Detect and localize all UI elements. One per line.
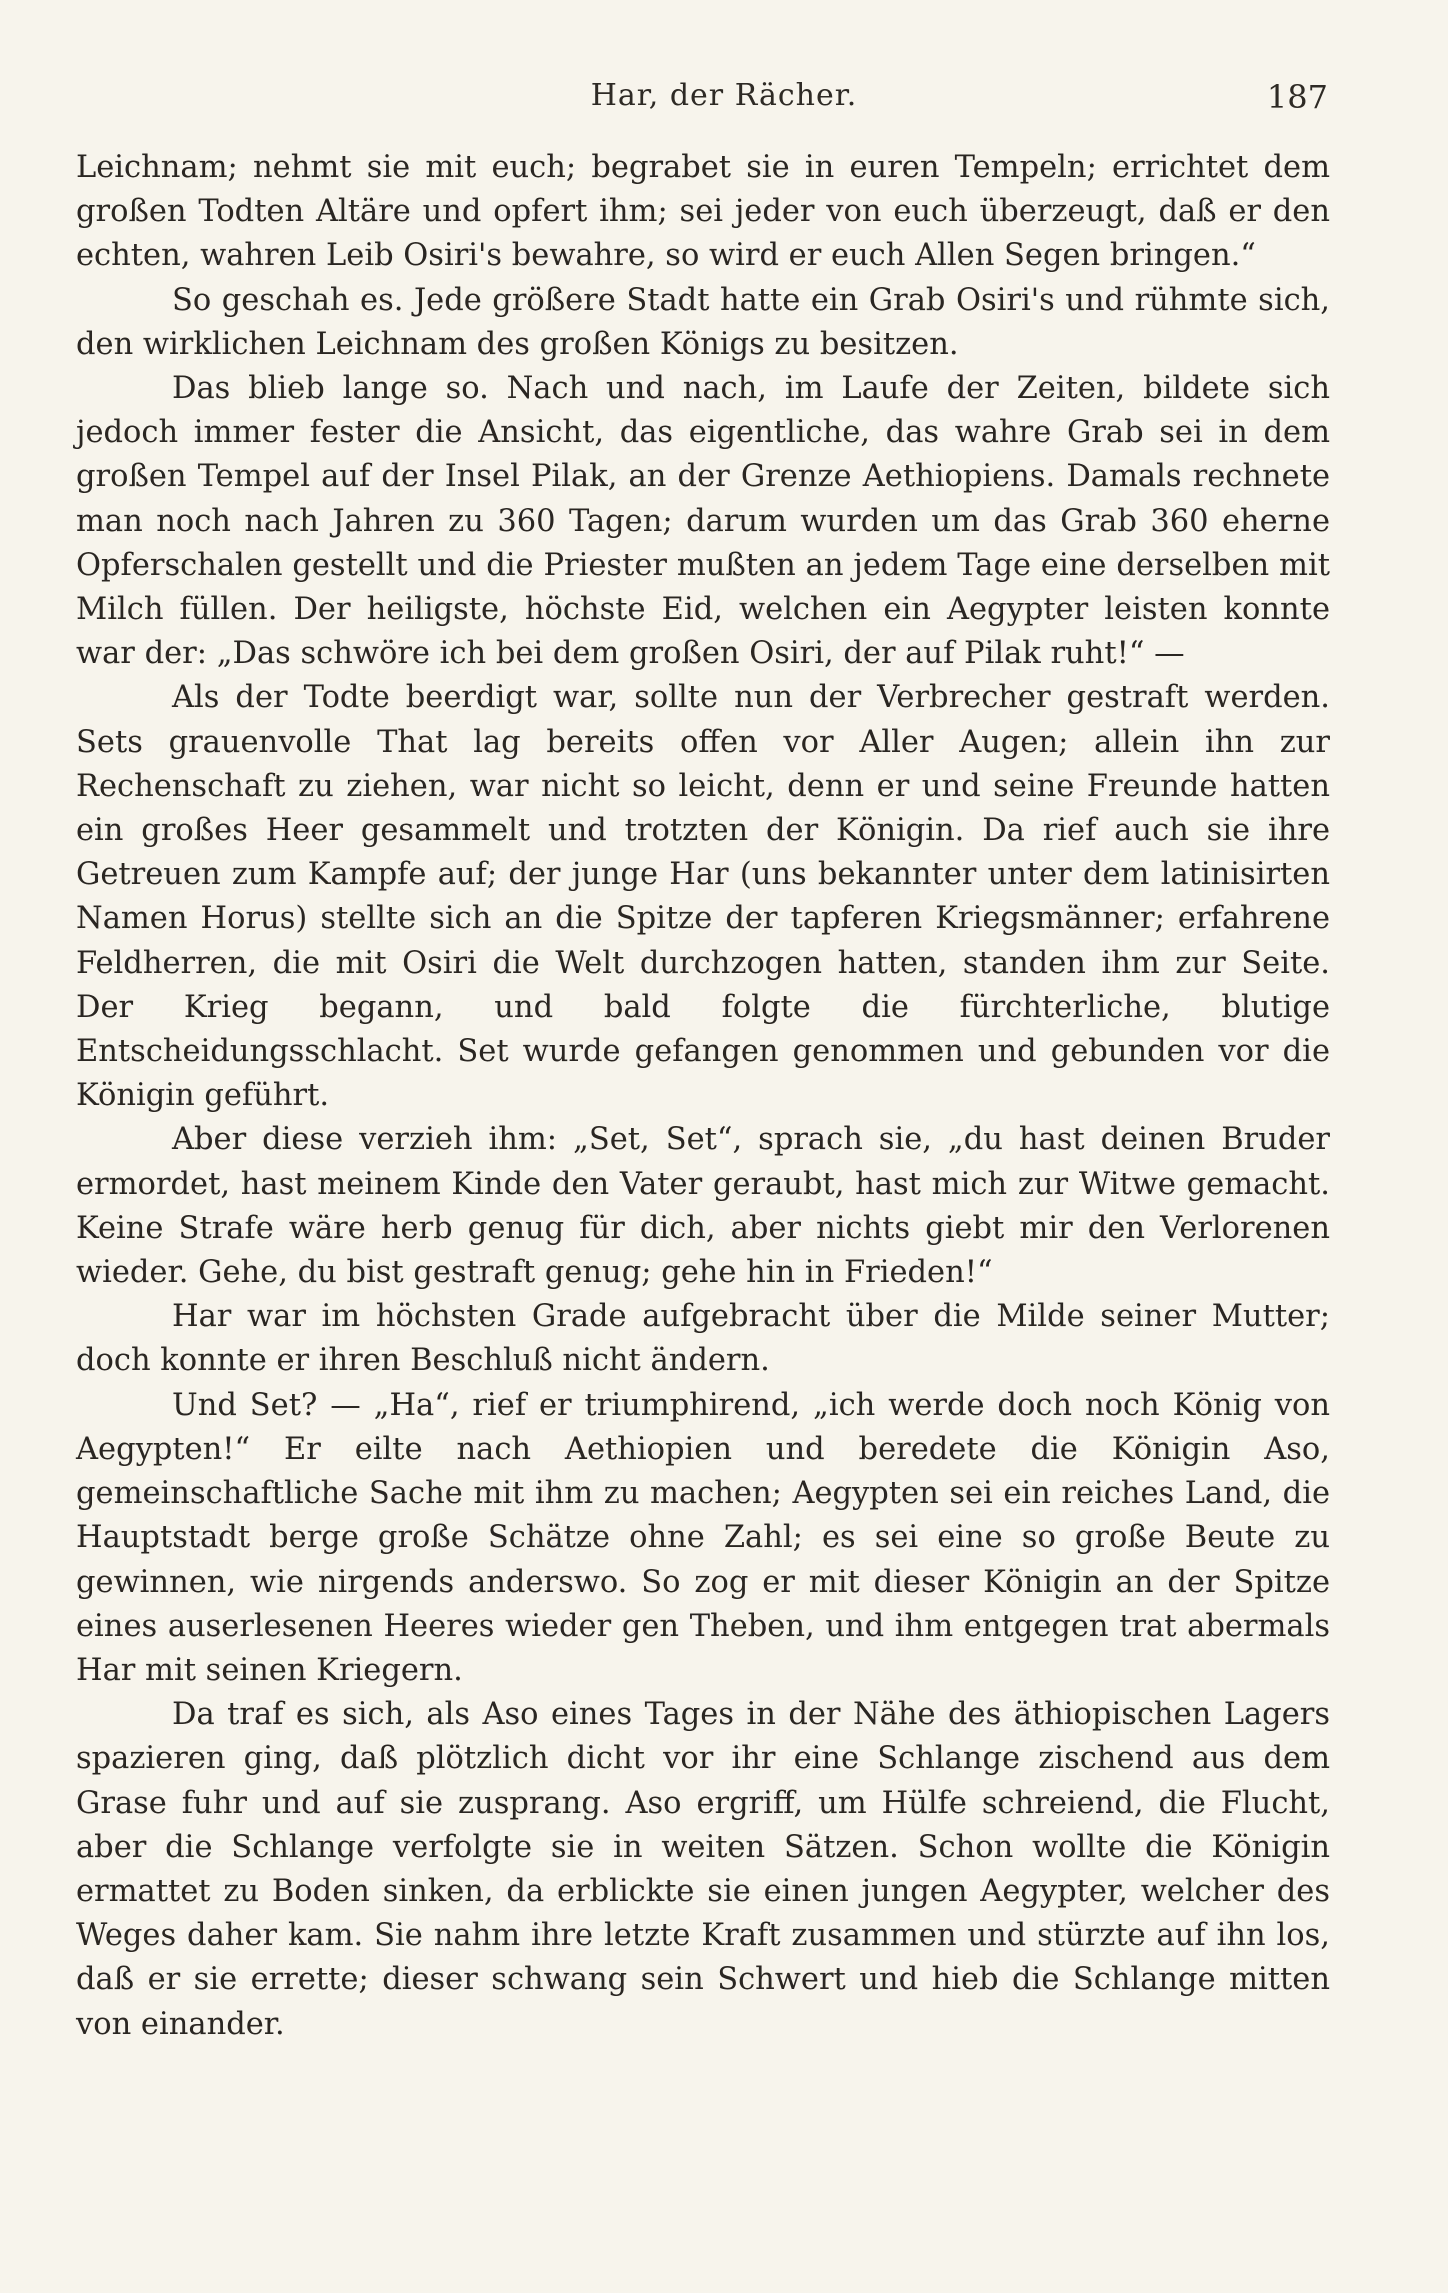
paragraph-4: Als der Todte beerdigt war, sollte nun der Verbrecher gestraft werden. Sets grauenvolle That lag bereits offen vor Aller Augen; allein ihn zur Rechenschaft zu ziehen, war nicht so leicht, denn er und seine Freunde hatten ein großes Heer gesammelt und trotzten der Königin. Da rief auch sie ihre Getreuen zum Kampfe auf; der junge Har (uns bekannter unter dem latinisirten Namen Horus) stellte sich an die Spitze der tapferen Kriegsmänner; erfahrene Feldherren, die mit Osiri die Welt durchzogen hatten, standen ihm zur Seite. Der Krieg begann, und bald folgte die fürchterliche, blutige Entscheidungsschlacht. Set wurde gefangen genommen und gebunden vor die Königin geführt. [76,680,1330,1114]
body-text [76,146,1330,2047]
paragraph-5: Aber diese verzieh ihm: „Set, Set“, sprach sie, „du hast deinen Bruder ermordet, hast meinem Kinde den Vater geraubt, hast mich zur Witwe gemacht. Keine Strafe wäre herb genug für dich, aber nichts giebt mir den Verlorenen wieder. Gehe, du bist gestraft genug; gehe hin in Frieden!“ [76,1122,1330,1291]
page-number: 187 [1266,78,1328,116]
paragraph-6: Har war im höchsten Grade aufgebracht über die Milde seiner Mutter; doch konnte er ihren Beschluß nicht ändern. [76,1299,1330,1379]
paragraph-7: Und Set? — „Ha“, rief er triumphirend, „ich werde doch noch König von Aegypten!“ Er eilte nach Aethiopien und beredete die Königin Aso, gemeinschaftliche Sache mit ihm zu machen; Aegypten sei ein reiches Land, die Hauptstadt berge große Schätze ohne Zahl; es sei eine so große Beute zu gewinnen, wie nirgends anderswo. So zog er mit dieser Königin an der Spitze eines auserlesenen Heeres wieder gen Theben, und ihm entgegen trat abermals Har mit seinen Kriegern. [76,1387,1330,1688]
paragraph-1: Leichnam; nehmt sie mit euch; begrabet sie in euren Tempeln; errichtet dem großen Todten Altäre und opfert ihm; sei jeder von euch überzeugt, daß er den echten, wahren Leib Osiri's bewahre, so wird er euch Allen Segen bringen.“ [76,150,1330,274]
paragraph-2: So geschah es. Jede größere Stadt hatte ein Grab Osiri's und rühmte sich, den wirklichen Leichnam des großen Königs zu besitzen. [76,282,1330,362]
running-head [0,78,1448,118]
paragraph-8: Da traf es sich, als Aso eines Tages in der Nähe des äthiopischen Lagers spazieren ging, daß plötzlich dicht vor ihr eine Schlange zischend aus dem Grase fuhr und auf sie zusprang. Aso ergriff, um Hülfe schreiend, die Flucht, aber die Schlange verfolgte sie in weiten Sätzen. Schon wollte die Königin ermattet zu Boden sinken, da erblickte sie einen jungen Aegypter, welcher des Weges daher kam. Sie nahm ihre letzte Kraft zusammen und stürzte auf ihn los, daß er sie errette; dieser schwang sein Schwert und hieb die Schlange mitten von einander. [76,1697,1330,2042]
running-title: Har, der Rächer. [590,78,858,113]
paragraph-3: Das blieb lange so. Nach und nach, im Laufe der Zeiten, bildete sich jedoch immer fester die Ansicht, das eigentliche, das wahre Grab sei in dem großen Tempel auf der Insel Pilak, an der Grenze Aethiopiens. Damals rechnete man noch nach Jahren zu 360 Tagen; darum wurden um das Grab 360 eherne Opferschalen gestellt und die Priester mußten an jedem Tage eine derselben mit Milch füllen. Der heiligste, höchste Eid, welchen ein Aegypter leisten konnte war der: „Das schwöre ich bei dem großen Osiri, der auf Pilak ruht!“ — [76,371,1330,672]
